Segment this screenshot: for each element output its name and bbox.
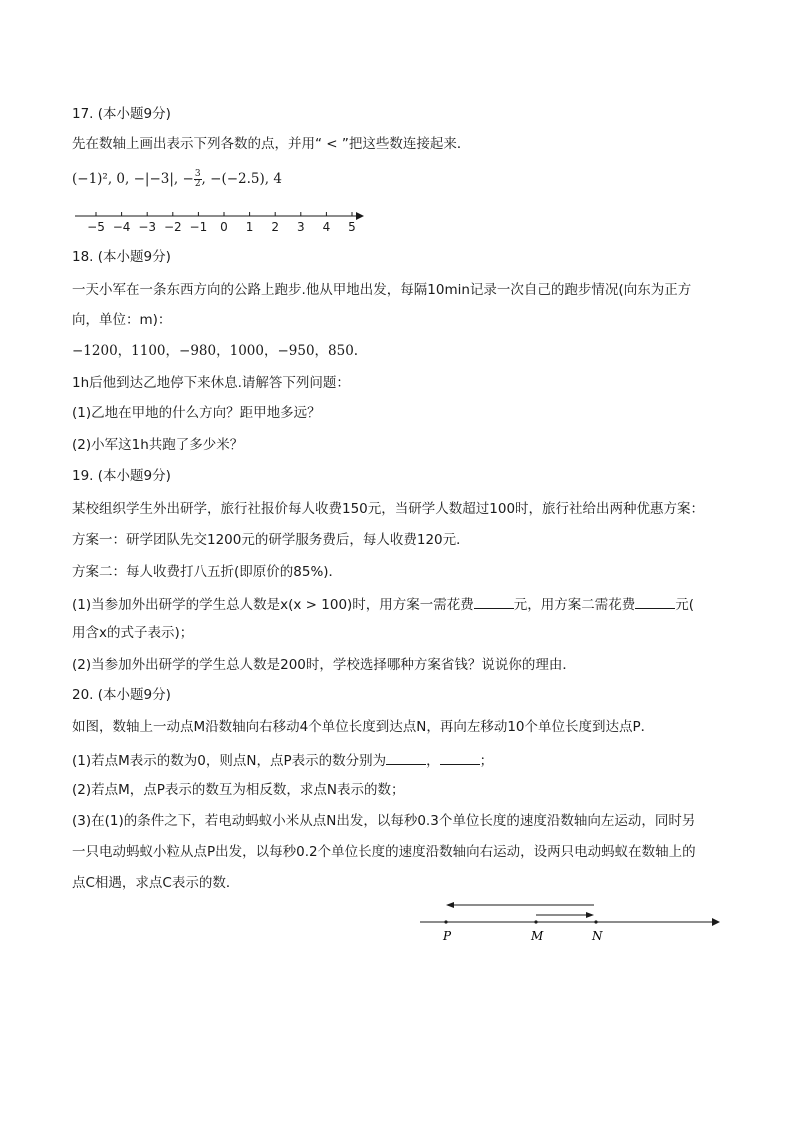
q20-label-n: N xyxy=(592,929,603,943)
q20-sub1-a: (1)若点M表示的数为0，则点N，点P表示的数分别为 xyxy=(72,753,387,769)
q20-sub3-line2: 一只电动蚂蚁小粒从点P出发，以每秒0.2个单位长度的速度沿数轴向右运动，设两只电动蚂蚁在数轴上的 xyxy=(72,844,696,860)
q18-data-line: −1200，1100，−980，1000，−950，850. xyxy=(72,343,359,359)
q19-sub1-cont: 用含x的式子表示)； xyxy=(72,625,194,641)
q20-sub1 xyxy=(72,750,493,770)
q20-blank-n[interactable] xyxy=(386,750,426,765)
q19-sub1-b: 元，用方案二需花费 xyxy=(513,597,636,613)
q19-line1: 某校组织学生外出研学，旅行社报价每人收费150元，当研学人数超过100时，旅行社给出两种优惠方案： xyxy=(72,501,705,517)
q17-tick-label: −3 xyxy=(138,220,157,234)
q17-tick-label: −5 xyxy=(87,220,105,234)
q20-sub3-line3: 点C相遇，求点C表示的数． xyxy=(72,875,240,891)
q20-point-m xyxy=(534,920,537,923)
q17-numbers xyxy=(72,170,282,189)
q17-tick-label: 2 xyxy=(271,220,280,234)
q17-prompt: 先在数轴上画出表示下列各数的点，并用“ < ”把这些数连接起来． xyxy=(72,136,471,152)
q17-tick-label: −4 xyxy=(112,220,131,234)
q17-numbers-b: , −(−2.5), 4 xyxy=(201,171,282,187)
q17-frac-sign: − xyxy=(182,171,194,187)
q18-sub2: (2)小军这1h共跑了多少米？ xyxy=(72,437,244,453)
q17-tick-label: −1 xyxy=(189,220,208,234)
q17-header: 17. (本小题9分) xyxy=(72,106,171,122)
q17-axis-arrow-icon xyxy=(356,212,364,220)
q20-blank-p[interactable] xyxy=(440,750,480,765)
q19-plan1: 方案一：研学团队先交1200元的研学服务费后，每人收费120元． xyxy=(72,532,470,548)
q20-label-p: P xyxy=(443,929,452,943)
q20-header: 20. (本小题9分) xyxy=(72,687,171,703)
q20-line1: 如图，数轴上一动点M沿数轴向右移动4个单位长度到达点N，再向左移动10个单位长度到达点P． xyxy=(72,719,655,735)
q19-plan2: 方案二：每人收费打八五折(即原价的85%)． xyxy=(72,564,343,580)
q17-tick-label: 0 xyxy=(220,220,228,234)
q17-number-line xyxy=(72,204,372,234)
q18-sub1: (1)乙地在甲地的什么方向？距甲地多远？ xyxy=(72,405,321,421)
q18-header: 18. (本小题9分) xyxy=(72,249,171,265)
q17-frac-num: 3 xyxy=(194,169,201,179)
q20-point-p xyxy=(444,920,447,923)
q18-line1: 一天小军在一条东西方向的公路上跑步.他从甲地出发，每隔10min记录一次自己的跑步情况(向东为正方 xyxy=(72,282,692,298)
q17-tick-label: −2 xyxy=(163,220,182,234)
q18-line3: 1h后他到达乙地停下来休息.请解答下列问题： xyxy=(72,375,350,391)
q19-blank-plan1[interactable] xyxy=(474,594,514,609)
q17-frac-den: 2 xyxy=(194,179,201,189)
q17-tick-label: 1 xyxy=(245,220,254,234)
q20-sub2: (2)若点M，点P表示的数互为相反数，求点N表示的数； xyxy=(72,782,405,798)
q20-sub1-end: ； xyxy=(479,753,494,769)
q18-line2: 向，单位：m)： xyxy=(72,312,172,328)
q17-tick-label: 3 xyxy=(296,220,305,234)
q20-label-m: M xyxy=(531,929,544,943)
q20-sub3-line1: (3)在(1)的条件之下，若电动蚂蚁小米从点N出发，以每秒0.3个单位长度的速度沿数轴向左运动，同时另 xyxy=(72,813,696,829)
q19-sub1-a: (1)当参加外出研学的学生总人数是x(x > 100)时，用方案一需花费 xyxy=(72,597,474,613)
q20-arrow-right-icon xyxy=(586,912,594,918)
q17-tick-label: 5 xyxy=(348,220,356,234)
q20-figure xyxy=(418,896,728,946)
q19-blank-plan2[interactable] xyxy=(635,594,675,609)
q20-axis-arrow-icon xyxy=(712,918,720,926)
q17-tick-label: 4 xyxy=(322,220,331,234)
q20-arrow-left-icon xyxy=(446,902,454,908)
q20-point-n xyxy=(594,920,597,923)
q17-numbers-a: (−1)², 0, −|−3|, xyxy=(72,171,179,187)
q19-header: 19. (本小题9分) xyxy=(72,468,171,484)
q17-fraction xyxy=(194,170,202,189)
q17-axis-ticks xyxy=(87,212,356,234)
q20-sub1-sep: ， xyxy=(426,753,440,769)
q19-sub2: (2)当参加外出研学的学生总人数是200时，学校选择哪种方案省钱？说说你的理由． xyxy=(72,657,576,673)
q19-sub1 xyxy=(72,594,694,614)
q19-sub1-c: 元( xyxy=(675,597,695,613)
